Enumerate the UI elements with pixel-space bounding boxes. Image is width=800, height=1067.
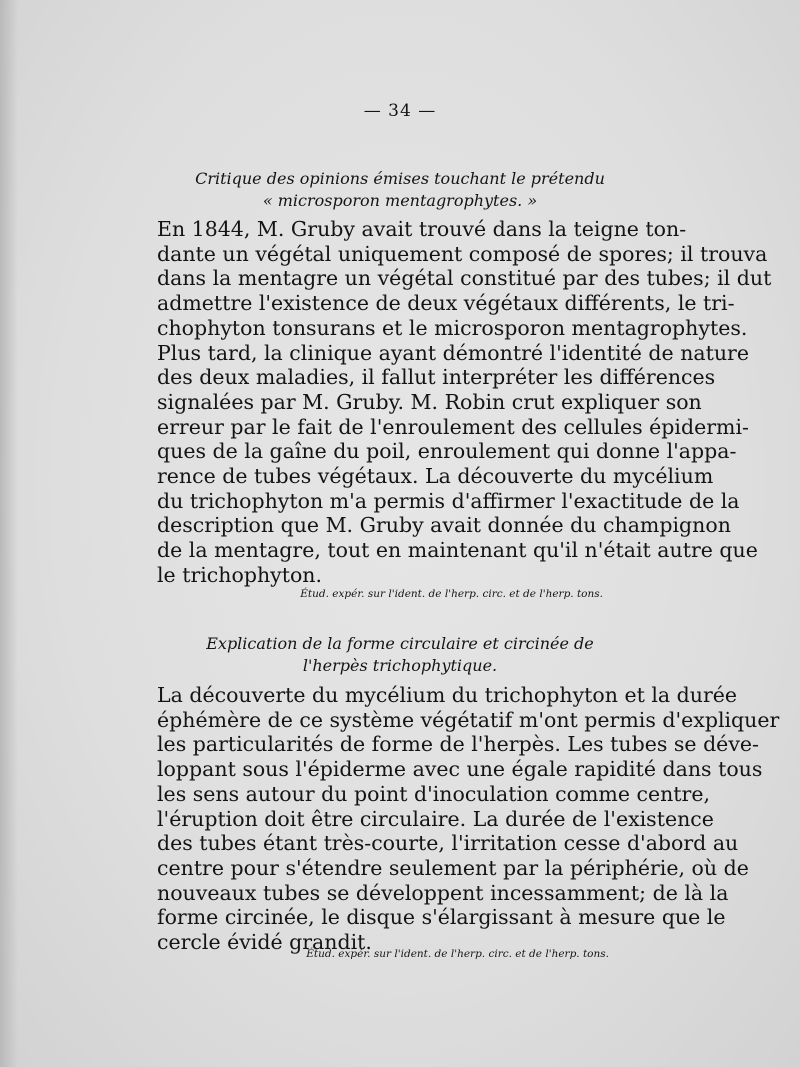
heading-line: « microsporon mentagrophytes. » (262, 191, 538, 210)
paragraph-line: l'éruption doit être circulaire. La durée de l'existence (157, 806, 714, 831)
paragraph-line: loppant sous l'épiderme avec une égale rapidité dans tous (157, 757, 763, 782)
paragraph-line: ques de la gaîne du poil, enroulement qui donne l'appa- (157, 439, 737, 464)
paragraph-line: chophyton tonsurans et le microsporon mentagrophytes. (157, 315, 748, 340)
paragraph-line: cercle évidé grandit. (157, 930, 372, 955)
paragraph-line: nouveaux tubes se développent incessamment; de là la (157, 880, 729, 905)
source-citation: Étud. expér. sur l'ident. de l'herp. circ. et de l'herp. tons. (300, 588, 603, 600)
section-explication (157, 633, 643, 677)
heading-line: l'herpès trichophytique. (302, 656, 498, 675)
paragraph-line: erreur par le fait de l'enroulement des cellules épidermi- (157, 414, 749, 439)
paragraph-line: Plus tard, la clinique ayant démontré l'identité de nature (157, 340, 749, 365)
paragraph-line: centre pour s'étendre seulement par la périphérie, où de (157, 855, 749, 880)
paragraph-line: dante un végétal uniquement composé de spores; il trouva (157, 241, 768, 266)
paragraph-line: signalées par M. Gruby. M. Robin crut expliquer son (157, 389, 702, 414)
paragraph-line: les sens autour du point d'inoculation comme centre, (157, 781, 710, 806)
page-number: — 34 — (363, 101, 437, 121)
paragraph-line: le trichophyton. (157, 562, 323, 587)
section-critique (157, 168, 643, 212)
paragraph-line: du trichophyton m'a permis d'affirmer l'exactitude de la (157, 488, 740, 513)
paragraph-line: des deux maladies, il fallut interpréter les différences (157, 365, 716, 390)
source-citation: Étud. expér. sur l'ident. de l'herp. circ. et de l'herp. tons. (306, 948, 609, 960)
paragraph-line: admettre l'existence de deux végétaux différents, le tri- (157, 291, 735, 316)
paragraph-line: dans la mentagre un végétal constitué par des tubes; il dut (157, 266, 772, 291)
paragraph-line: les particularités de forme de l'herpès. Les tubes se déve- (157, 732, 759, 757)
paragraph-line: éphémère de ce système végétatif m'ont permis d'expliquer (157, 707, 780, 732)
paragraph-line: En 1844, M. Gruby avait trouvé dans la teigne ton- (157, 217, 687, 241)
paragraph-line: de la mentagre, tout en maintenant qu'il n'était autre que (157, 538, 758, 563)
heading-line: Explication de la forme circulaire et circinée de (206, 634, 594, 653)
section-heading-explication (157, 633, 643, 677)
paragraph-line: forme circinée, le disque s'élargissant à mesure que le (157, 905, 726, 930)
paragraph-explication (157, 683, 780, 955)
paragraph-critique (157, 217, 772, 588)
paragraph-line: rence de tubes végétaux. La découverte du mycélium (157, 464, 714, 489)
paragraph-line: description que M. Gruby avait donnée du champignon (157, 513, 731, 538)
paragraph-line: La découverte du mycélium du trichophyton et la durée (157, 683, 738, 707)
spine-shadow (0, 0, 18, 1067)
paragraph-line: des tubes étant très-courte, l'irritation cesse d'abord au (157, 831, 739, 856)
heading-line: Critique des opinions émises touchant le prétendu (195, 169, 605, 188)
section-heading-critique (157, 168, 643, 212)
